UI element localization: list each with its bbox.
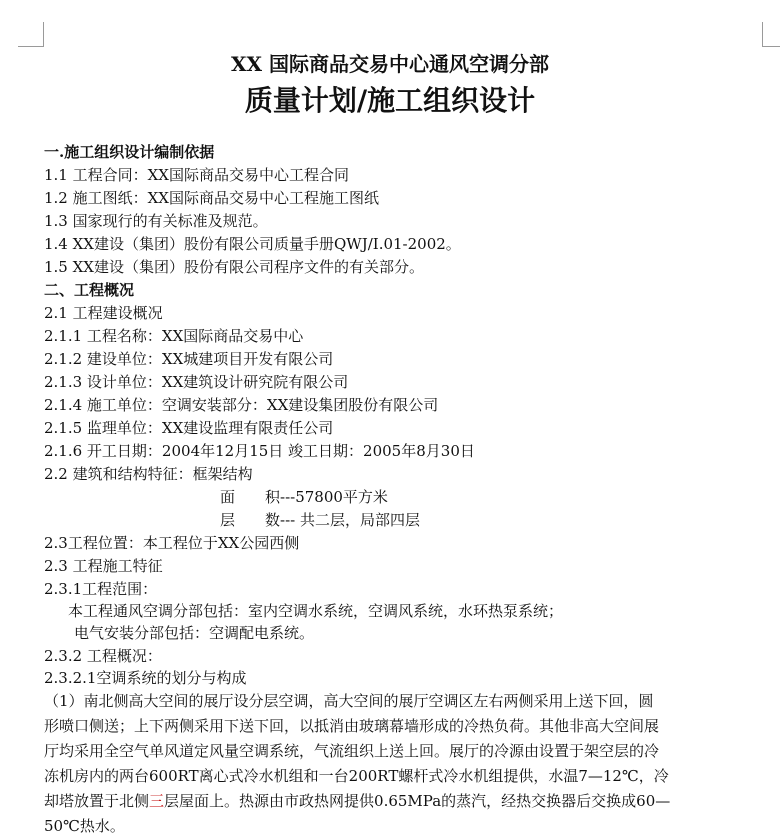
text-line-indented: 本工程通风空调分部包括：室内空调水系统，空调风系统，水环热泵系统； bbox=[68, 602, 564, 620]
paragraph-fragment: 层屋面上。热源由市政热网提供0.65MPa的蒸汽，经热交换器后交换成60— bbox=[164, 792, 671, 810]
paragraph-line: 形喷口侧送；上下两侧采用下送下回，以抵消由玻璃幕墙形成的冷热负荷。其他非高大空间展 bbox=[44, 717, 660, 735]
crop-mark-top-right-h bbox=[762, 46, 780, 47]
section-heading: 一.施工组织设计编制依据 bbox=[44, 143, 215, 161]
text-line: 2.1.4 施工单位：空调安装部分：XX建设集团股份有限公司 bbox=[44, 396, 439, 414]
text-line: 2.1.2 建设单位：XX城建项目开发有限公司 bbox=[44, 350, 334, 368]
text-line: 2.3 工程施工特征 bbox=[44, 557, 163, 575]
text-line: 2.3.2 工程概况： bbox=[44, 647, 162, 665]
document-title-line1: XX 国际商品交易中心通风空调分部 bbox=[231, 52, 549, 76]
document-title-line2: 质量计划/施工组织设计 bbox=[244, 84, 536, 117]
text-line: 1.3 国家现行的有关标准及规范。 bbox=[44, 212, 268, 230]
text-line: 2.1.6 开工日期：2004年12月15日 竣工日期：2005年8月30日 bbox=[44, 442, 475, 460]
paragraph-line: 厅均采用全空气单风道定风量空调系统，气流组织上送上回。展厅的冷源由设置于架空层的冷 bbox=[44, 742, 660, 760]
text-line: 2.1 工程建设概况 bbox=[44, 304, 163, 322]
paragraph-line bbox=[44, 789, 762, 814]
highlighted-text: 三 bbox=[149, 792, 165, 810]
text-line: 1.1 工程合同：XX国际商品交易中心工程合同 bbox=[44, 166, 349, 184]
paragraph-line: 50℃热水。 bbox=[44, 817, 125, 835]
crop-mark-top-left-v bbox=[43, 22, 44, 47]
crop-mark-top-left-h bbox=[18, 46, 44, 47]
paragraph-line: 冻机房内的两台600RT离心式冷水机组和一台200RT螺杆式冷水机组提供，水温7—12℃，冷 bbox=[44, 767, 669, 785]
section-heading: 二、工程概况 bbox=[44, 281, 135, 299]
text-line: 2.1.5 监理单位：XX建设监理有限责任公司 bbox=[44, 419, 334, 437]
crop-mark-top-right-v bbox=[762, 22, 763, 47]
text-line: 1.2 施工图纸：XX国际商品交易中心工程施工图纸 bbox=[44, 189, 379, 207]
text-line-indented: 面 积---57800平方米 bbox=[220, 488, 388, 506]
text-line: 2.3.1工程范围： bbox=[44, 580, 158, 598]
text-line: 2.2 建筑和结构特征：框架结构 bbox=[44, 465, 253, 483]
text-line: 2.3.2.1空调系统的划分与构成 bbox=[44, 669, 247, 687]
text-line-indented: 层 数--- 共二层，局部四层 bbox=[220, 511, 420, 529]
text-line: 2.1.1 工程名称：XX国际商品交易中心 bbox=[44, 327, 304, 345]
text-line-indented: 电气安装分部包括：空调配电系统。 bbox=[74, 624, 315, 642]
text-line: 1.4 XX建设（集团）股份有限公司质量手册QWJ/I.01-2002。 bbox=[44, 235, 461, 253]
paragraph-line: （1）南北侧高大空间的展厅设分层空调，高大空间的展厅空调区左右两侧采用上送下回，圆 bbox=[44, 692, 654, 710]
paragraph-fragment: 却塔放置于北侧 bbox=[44, 792, 150, 810]
text-line: 2.3工程位置：本工程位于XX公园西侧 bbox=[44, 534, 300, 552]
body-paragraph bbox=[44, 689, 762, 839]
text-line: 2.1.3 设计单位：XX建筑设计研究院有限公司 bbox=[44, 373, 349, 391]
text-line: 1.5 XX建设（集团）股份有限公司程序文件的有关部分。 bbox=[44, 258, 424, 276]
